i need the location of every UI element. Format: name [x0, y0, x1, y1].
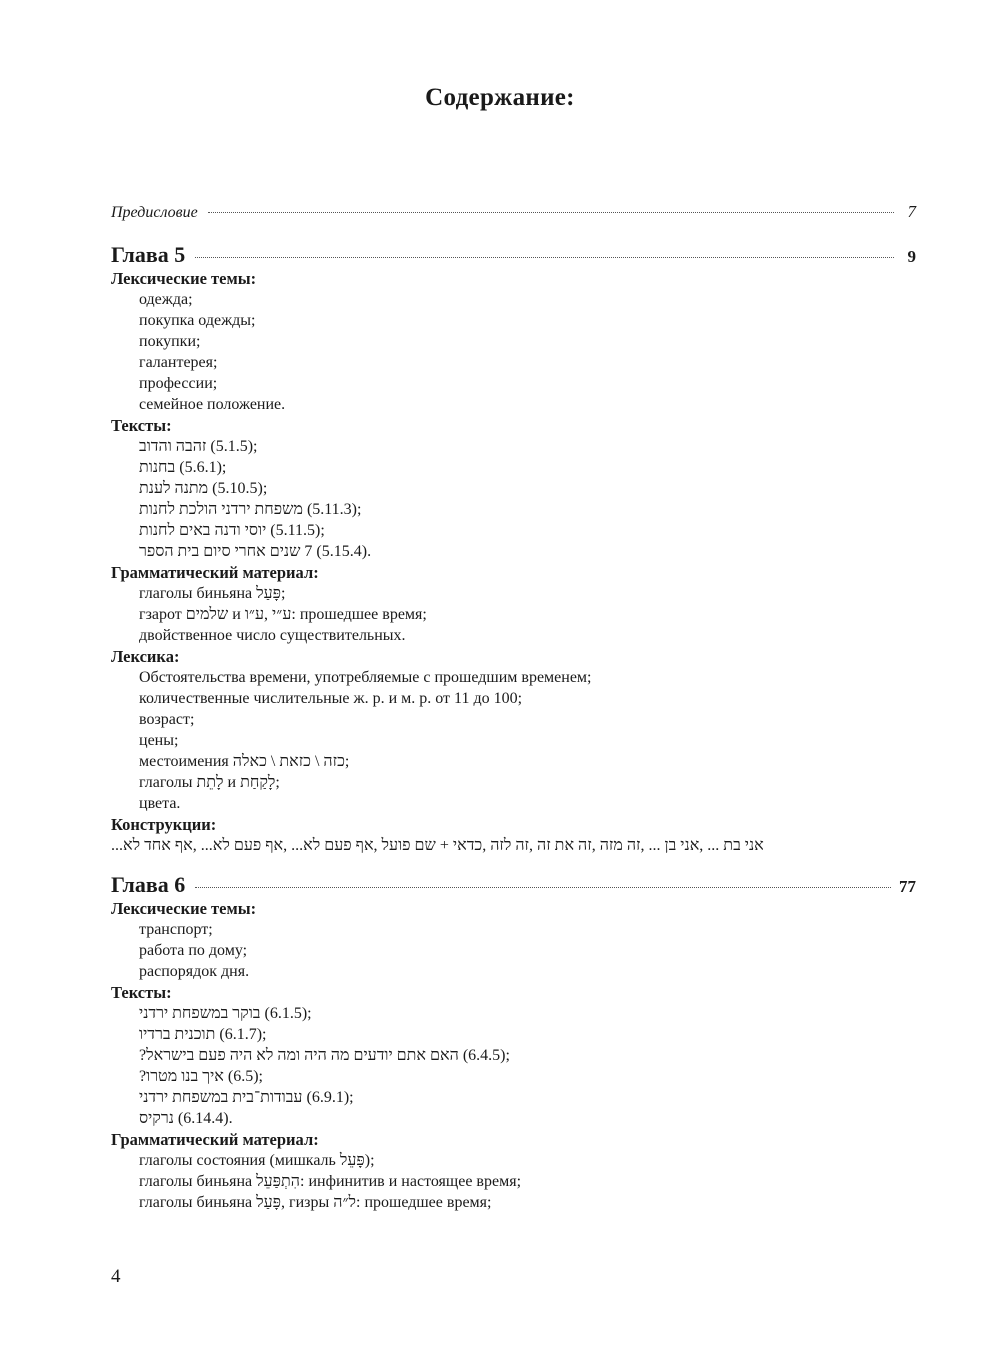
text-item: [111, 457, 916, 478]
text-item: [111, 478, 916, 499]
list-item: галантерея;: [139, 354, 218, 371]
toc-entry-preface[interactable]: [111, 202, 916, 226]
list-item: транспорт;: [139, 921, 213, 938]
text-item: [111, 1003, 916, 1024]
text-ref: (5.6.1);: [175, 459, 227, 476]
text-item: [111, 499, 916, 520]
grammar-item: [111, 1171, 916, 1192]
hebrew-term: הִתְפַּעֵל: [256, 1173, 300, 1190]
page-number: 4: [111, 1266, 121, 1287]
hebrew-term: פָּעֵל: [339, 1152, 365, 1169]
hebrew-title: מתנה לענת: [139, 480, 209, 497]
table-of-contents: [111, 202, 916, 1213]
hebrew-title: נרקיס: [139, 1110, 174, 1127]
hebrew-constructions: אני בת ... ,אני בן ... ,זה מזה ,זה את זה ,זה לזה ,כדאי + שם פועל ,אף פעם לא... ,אף פעם לא... ,אף אחד לא...: [111, 837, 764, 854]
hebrew-title: איך בנו מטרו?: [139, 1068, 224, 1085]
list-item: одежда;: [139, 291, 193, 308]
hebrew-term: ע״י ,ע״ו: [244, 606, 292, 623]
lexis-item: цвета.: [139, 795, 181, 812]
grammar-item: [111, 1150, 916, 1171]
lexis-item: возраст;: [139, 711, 195, 728]
section-heading-grammar: Грамматический материал:: [111, 1130, 319, 1149]
section-heading-constructions: Конструкции:: [111, 815, 217, 834]
page-title: Содержание:: [425, 84, 575, 111]
section-heading-lexis: Лексика:: [111, 647, 180, 666]
item-text: глаголы биньяна: [139, 1194, 257, 1211]
hebrew-title: זהבה והדוב: [139, 438, 207, 455]
list-item: профессии;: [139, 375, 218, 392]
item-text: , гизры: [281, 1194, 334, 1211]
list-item: покупки;: [139, 333, 201, 350]
item-text: : инфинитив и настоящее время;: [300, 1173, 522, 1190]
hebrew-title: עבודות־בית במשפחת ירדני: [139, 1089, 303, 1106]
hebrew-term: כזה \ כזאת \ כאלה: [232, 753, 345, 770]
section-heading-texts: Тексты:: [111, 983, 172, 1002]
item-text: глаголы: [139, 774, 197, 791]
hebrew-title: בוקר במשפחת ירדני: [139, 1005, 261, 1022]
text-ref: (5.15.4).: [312, 543, 372, 560]
item-text: ;: [281, 585, 286, 602]
hebrew-term: פָּעַל: [256, 1194, 282, 1211]
hebrew-title: בחנות: [139, 459, 176, 476]
grammar-item: [111, 583, 916, 604]
text-ref: (6.1.7);: [215, 1026, 267, 1043]
section-heading-lexical-topics: Лексические темы:: [111, 269, 257, 288]
grammar-item: [111, 1192, 916, 1213]
toc-label-preface: Предисловие: [111, 204, 198, 221]
text-item: [111, 1087, 916, 1108]
grammar-item: [111, 604, 916, 625]
toc-page-chapter-5: 9: [907, 247, 916, 266]
hebrew-title: 7 שנים אחרי סיום בית הספר: [139, 543, 313, 560]
text-ref: (6.4.5);: [458, 1047, 510, 1064]
text-ref: (5.11.5);: [266, 522, 325, 539]
item-text: гзарот: [139, 606, 186, 623]
text-ref: (5.10.5);: [208, 480, 268, 497]
item-text: и: [223, 774, 241, 791]
text-item: [111, 1045, 916, 1066]
toc-leader-dots: [208, 212, 894, 213]
item-text: : прошедшее время;: [356, 1194, 492, 1211]
toc-page-preface: 7: [907, 202, 916, 221]
hebrew-title: תוכנית ברדיו: [139, 1026, 216, 1043]
text-item: [111, 520, 916, 541]
text-ref: (6.9.1);: [302, 1089, 354, 1106]
hebrew-title: משפחת ירדני הולכת לחנות: [139, 501, 303, 518]
hebrew-term: לָתֵת: [196, 774, 224, 791]
text-item: [111, 1066, 916, 1087]
item-text: : прошедшее время;: [291, 606, 427, 623]
lexis-item: количественные числительные ж. р. и м. р. от 11 до 100;: [139, 690, 523, 707]
list-item: семейное положение.: [139, 396, 286, 413]
lexis-item: цены;: [139, 732, 179, 749]
toc-leader-dots: [195, 257, 894, 258]
hebrew-term: פָּעַל: [256, 585, 282, 602]
text-ref: (5.1.5);: [206, 438, 258, 455]
text-item: [111, 541, 916, 562]
toc-entry-chapter-6[interactable]: [111, 872, 916, 898]
hebrew-title: יוסי ודנה באים לחנות: [139, 522, 267, 539]
toc-leader-dots: [195, 887, 891, 888]
lexis-item: Обстоятельства времени, употребляемые с прошедшим временем;: [139, 669, 592, 686]
list-item: распорядок дня.: [139, 963, 250, 980]
text-item: [111, 1024, 916, 1045]
toc-entry-chapter-5[interactable]: [111, 242, 916, 268]
text-ref: (5.11.3);: [302, 501, 362, 518]
text-item: [111, 436, 916, 457]
item-text: );: [364, 1152, 375, 1169]
section-heading-lexical-topics: Лексические темы:: [111, 899, 257, 918]
item-text: ;: [344, 753, 350, 770]
list-item: покупка одежды;: [139, 312, 256, 329]
toc-label-chapter-6: Глава 6: [111, 872, 186, 897]
constructions-item: [111, 835, 916, 856]
item-text: и: [228, 606, 245, 623]
section-heading-texts: Тексты:: [111, 416, 172, 435]
toc-page-chapter-6: 77: [899, 877, 916, 896]
hebrew-term: שלמים: [185, 606, 229, 623]
toc-label-chapter-5: Глава 5: [111, 242, 186, 267]
item-text: ;: [275, 774, 280, 791]
item-text: местоимения: [139, 753, 233, 770]
lexis-item: [111, 772, 916, 793]
grammar-item: двойственное число существительных.: [139, 627, 406, 644]
item-text: глаголы биньяна: [139, 585, 257, 602]
item-text: глаголы биньяна: [139, 1173, 257, 1190]
list-item: работа по дому;: [139, 942, 248, 959]
text-ref: (6.14.4).: [173, 1110, 233, 1127]
hebrew-term: לָקַחַת: [240, 774, 276, 791]
section-heading-grammar: Грамматический материал:: [111, 563, 319, 582]
text-item: [111, 1108, 916, 1129]
text-ref: (6.1.5);: [260, 1005, 312, 1022]
hebrew-title: האם אתם יודעים מה היה ומה לא היה פעם בישראל?: [139, 1047, 459, 1064]
item-text: глаголы состояния (мишкаль: [139, 1152, 340, 1169]
hebrew-term: ל״ה: [333, 1194, 356, 1211]
lexis-item: [111, 751, 916, 772]
text-ref: (6.5);: [223, 1068, 263, 1085]
